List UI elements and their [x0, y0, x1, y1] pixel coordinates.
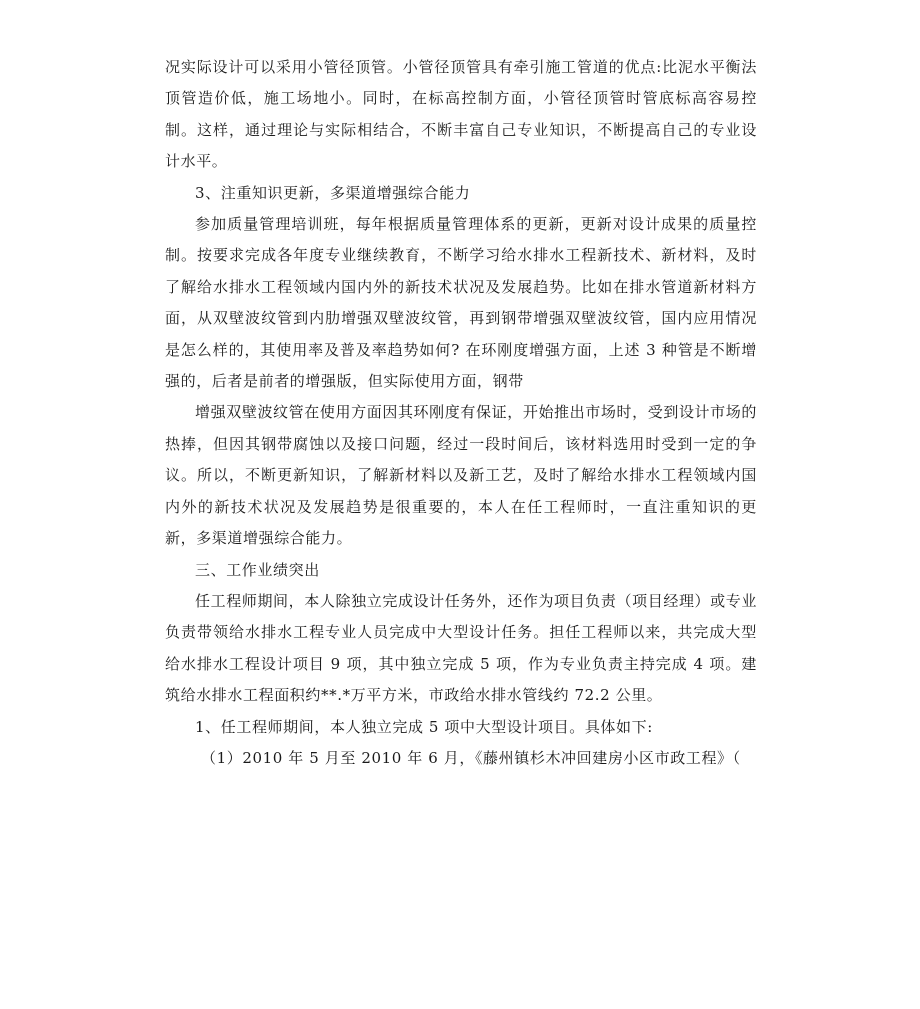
paragraph-continuation: 况实际设计可以采用小管径顶管。小管径顶管具有牵引施工管道的优点:比泥水平衡法顶管造价低，施工场地小。同时，在标高控制方面，小管径顶管时管底标高容易控制。这样，通过理论与实际相结合，不断丰富自己专业知识，不断提高自己的专业设计水平。 [165, 58, 757, 171]
paragraph-quality-training: 参加质量管理培训班，每年根据质量管理体系的更新，更新对设计成果的质量控制。按要求完成各年度专业继续教育，不断学习给水排水工程新技术、新材料，及时了解给水排水工程领域内国内外的新技术状况及发展趋势。比如在排水管道新材料方面，从双壁波纹管到内肋增强双壁波纹管，再到钢带增强双壁波纹管，国内应用情况是怎么样的，其使用率及普及率趋势如何? 在环刚度增强方面，上述 3 种管是不断增强的，后者是前者的增强版，但实际使用方面，钢带 [165, 215, 757, 391]
document-body [165, 52, 757, 774]
list-item-project-1: （1）2010 年 5 月至 2010 年 6 月，《藤州镇杉木冲回建房小区市政工程》（ [201, 748, 741, 767]
paragraph-engineer-period: 任工程师期间，本人除独立完成设计任务外，还作为项目负责（项目经理）或专业负责带领给水排水工程专业人员完成中大型设计任务。担任工程师以来，共完成大型给水排水工程设计项目 9 项，其中独立完成 5 项，作为专业负责主持完成 4 项。建筑给水排水工程面积约**.*万平方米，市政给水排水管线约 72.2 公里。 [165, 591, 757, 705]
section-heading-achievements: 三、工作业绩突出 [195, 560, 320, 579]
subheading-independent-projects: 1、任工程师期间，本人独立完成 5 项中大型设计项目。具体如下: [195, 717, 653, 736]
paragraph-steel-belt-pipe: 增强双壁波纹管在使用方面因其环刚度有保证，开始推出市场时，受到设计市场的热捧，但因其钢带腐蚀以及接口问题，经过一段时间后，该材料选用时受到一定的争议。所以，不断更新知识，了解新材料以及新工艺，及时了解给水排水工程领域内国内外的新技术状况及发展趋势是很重要的，本人在任工程师时，一直注重知识的更新，多渠道增强综合能力。 [165, 403, 757, 548]
section-heading-knowledge-update: 3、注重知识更新，多渠道增强综合能力 [195, 183, 471, 202]
